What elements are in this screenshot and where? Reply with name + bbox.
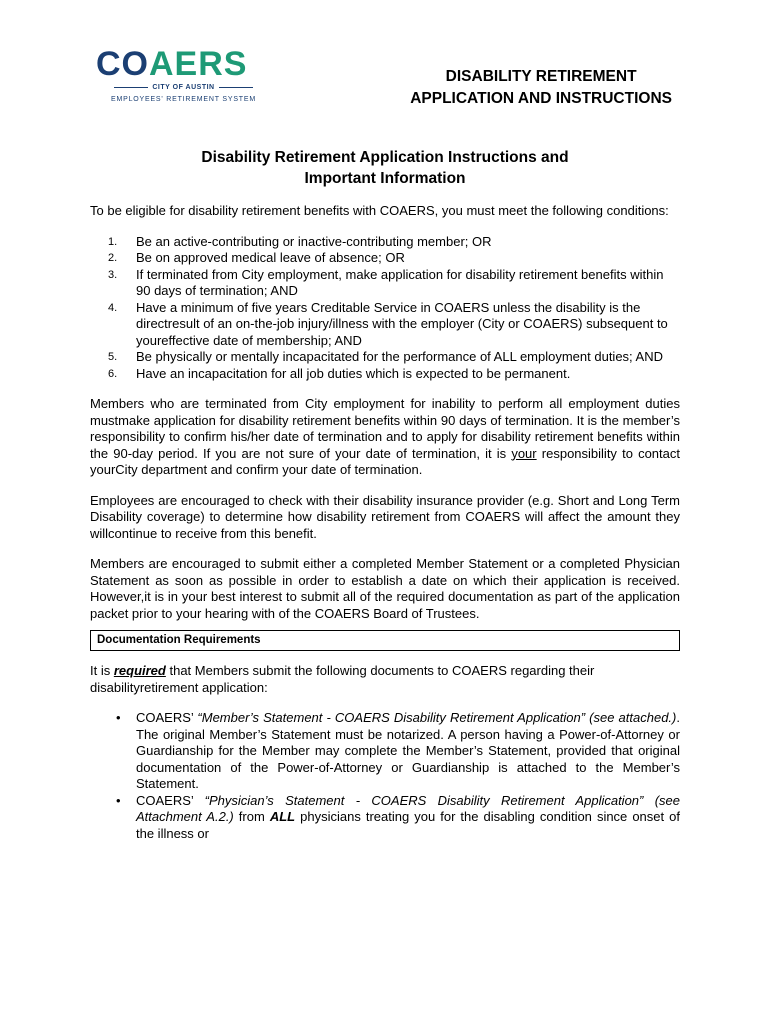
insurance-paragraph: Employees are encouraged to check with their disability insurance provider (e.g. Short and Long Term Disability coverage) to determine how disability retirement from COAERS will affect the amount they willcontinue to receive from this benefit. [90,492,680,541]
coaers-logo [96,46,271,108]
documents-list [90,710,680,842]
logo-system: EMPLOYEES' RETIREMENT SYSTEM [111,96,256,103]
list-item: 3. If terminated from City employment, make application for disability retirement benefits within 90 days of termination; AND [108,266,664,298]
statement-paragraph: Members are encouraged to submit either a completed Member Statement or a completed Physician Statement as soon as possible in order to establish a date on which their application is received. However,it is in your best interest to submit all of the required documentation as part of the application packet prior to your hearing with of the COAERS Board of Trustees. [90,556,680,621]
bullet-icon: • [116,792,121,808]
list-item: 2. Be on approved medical leave of absence; OR [108,250,405,265]
list-item: • COAERS’ “Member’s Statement - COAERS Disability Retirement Application” (see attached.). The original Member’s Statement must be notarized. A person having a Power-of-Attorney or Guardianship for the Member may complete the Member’s Statement, provided that original documentation of the Power-of-Attorney or Guardianship is attached to the Member’s Statement. [116,710,680,791]
required-paragraph: It is required that Members submit the following documents to COAERS regarding their disabilityretirement application: [90,663,595,695]
list-item: 5. Be physically or mentally incapacitated for the performance of ALL employment duties; AND [108,349,664,364]
documentation-requirements-heading: Documentation Requirements [90,630,680,651]
logo-city: CITY OF AUSTIN [96,84,271,91]
termination-paragraph: Members who are terminated from City employment for inability to perform all employment duties mustmake application for disability retirement benefits within 90 days of termination. It is the member’s responsibility to confirm his/her date of termination and to apply for disability retirement benefits within the 90-day period. If you are not sure of your date of termination, it is your responsibility to contact yourCity department and confirm your date of termination. [90,396,680,477]
list-item: • COAERS’ “Physician’s Statement - COAERS Disability Retirement Application” (see Attachment A.2.) from ALL physicians treating you for the disabling condition since onset of the illness or [116,792,680,841]
section-title: Disability Retirement Application Instructions and Important Information [201,149,569,187]
intro-paragraph: To be eligible for disability retirement benefits with COAERS, you must meet the following conditions: [90,203,669,218]
list-item: 6. Have an incapacitation for all job duties which is expected to be permanent. [108,365,571,381]
list-item: 4. Have a minimum of five years Creditable Service in COAERS unless the disability is the directresult of an on-the-job injury/illness with the employer (City or COAERS) subsequent to youreffective date of membership; AND [108,299,668,348]
document-header: DISABILITY RETIREMENT APPLICATION AND INSTRUCTIONS [410,68,672,107]
bullet-icon: • [116,710,121,725]
list-item: 1. Be an active-contributing or inactive-contributing member; OR [108,233,492,249]
conditions-list [90,234,680,383]
logo-wordmark: COAERS [96,45,248,83]
document-body [90,203,680,842]
